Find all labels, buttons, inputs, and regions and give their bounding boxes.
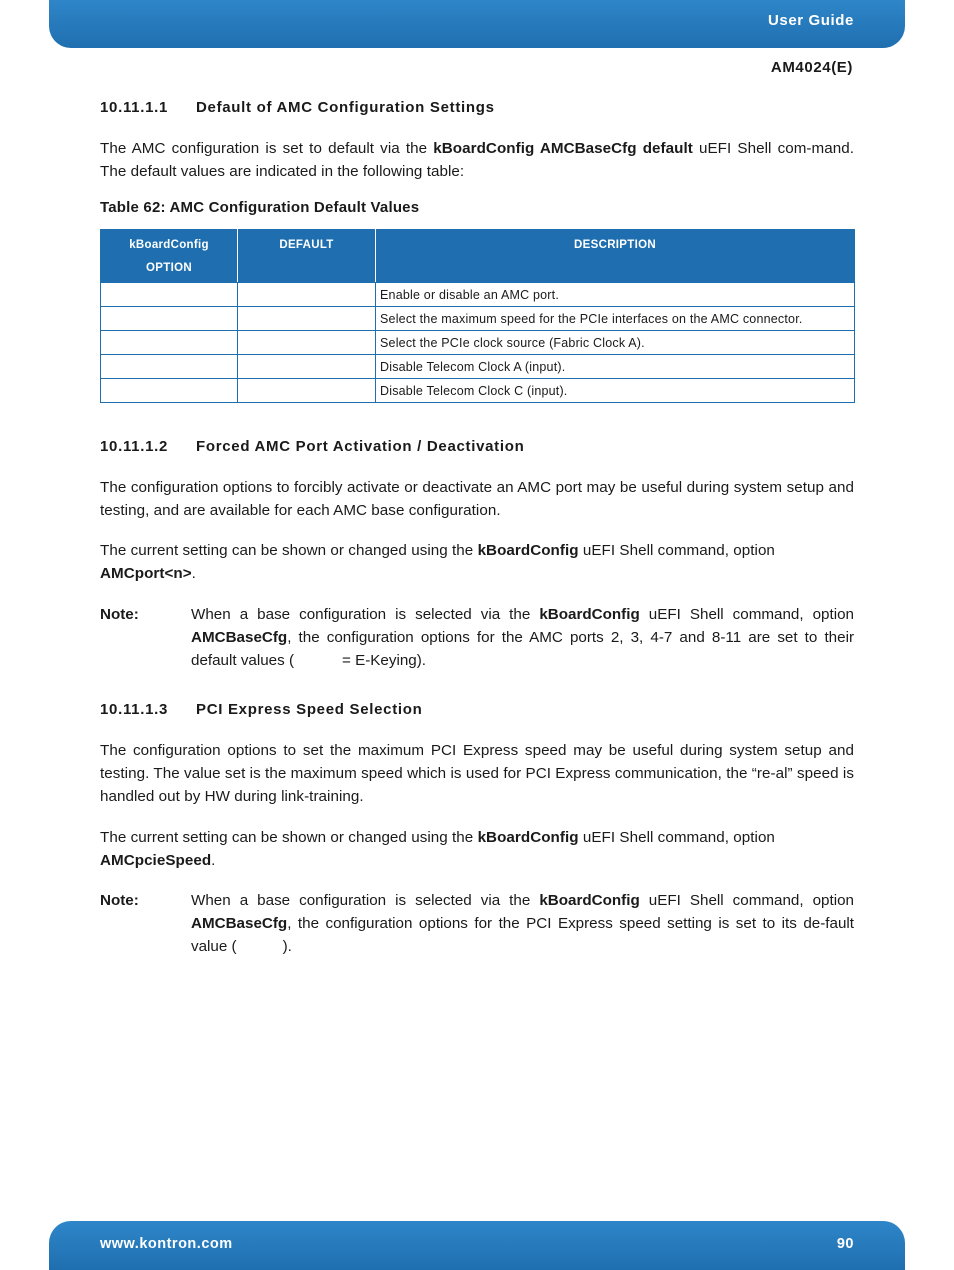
table-row [101,355,855,379]
paragraph-amcport-command [100,540,854,586]
text-run: When a base configuration is selected via the [191,892,540,909]
header-title: User Guide [767,12,854,29]
table-caption: Table 62: AMC Configuration Default Values [100,199,420,216]
text-run: When a base configuration is selected via the [191,606,540,623]
col-header-option [101,230,238,283]
text-run: uEFI Shell command, option [578,829,775,846]
page-number: 90 [836,1236,854,1252]
col-header-option-line1: kBoardConfig [129,239,209,251]
paragraph-pcie-speed-intro: The configuration options to set the maximum PCI Express speed may be useful during system setup and testing. The value set is the maximum speed which is used for PCI Express communication, the “re-al” speed is handled out by HW during link-training. [100,742,854,805]
page-header [49,0,905,48]
section-heading-pci-express-speed [100,701,422,718]
paragraph-pcie-speed-command [100,827,854,873]
text-run: . [211,851,216,869]
table-row [101,331,855,355]
text-run: uEFI Shell command, option [639,606,854,623]
text-run: , the configuration options for the PCI Express speed setting is set to its de-fault value ( [191,914,854,955]
text-run: uEFI Shell command, option [578,542,775,559]
section-title: PCI Express Speed Selection [196,701,423,718]
page-footer [49,1221,905,1270]
paragraph-amc-default [100,138,854,184]
section-heading-forced-amc-port [100,438,524,455]
cell-option [101,379,238,403]
text-run: , the configuration options for the AMC ports 2, 3, 4-7 and 8-11 are set to their default values ( [191,628,854,669]
command-text: kBoardConfig [539,892,640,909]
cell-description: Select the maximum speed for the PCIe interfaces on the AMC connector. [376,307,855,331]
footer-url: www.kontron.com [100,1236,233,1252]
text-run: uEFI Shell command, option [639,892,854,909]
command-text: kBoardConfig [477,542,579,559]
note-body [191,890,854,958]
cell-description: Disable Telecom Clock C (input). [376,379,855,403]
option-text: AMCBaseCfg [191,628,288,646]
cell-default [238,283,376,307]
product-name: AM4024(E) [770,59,853,76]
cell-description: Enable or disable an AMC port. [376,283,855,307]
cell-default [238,331,376,355]
col-header-default: DEFAULT [238,230,376,283]
text-run: = E-Keying). [342,651,426,669]
cell-default [238,307,376,331]
command-text: kBoardConfig [539,606,640,623]
option-text: AMCpcieSpeed [100,851,212,869]
cell-option [101,283,238,307]
cell-default [238,379,376,403]
option-text: AMCBaseCfg [191,914,288,932]
table-header-row [101,230,855,283]
note-body [191,604,854,672]
section-number: 10.11.1.1 [100,99,169,116]
cell-description: Select the PCIe clock source (Fabric Clock A). [376,331,855,355]
text-run: ). [282,937,292,955]
cell-option [101,331,238,355]
cell-option [101,355,238,379]
amc-config-table [100,229,855,403]
table-row [101,379,855,403]
command-text: kBoardConfig AMCBaseCfg default [433,140,693,157]
section-number: 10.11.1.2 [100,438,169,455]
table-row [101,283,855,307]
col-header-description: DESCRIPTION [376,230,855,283]
text-run: uEFI Shell com-mand. The default values are indicated in the following table: [100,140,854,180]
note-label: Note: [100,892,139,909]
note-label: Note: [100,606,139,623]
paragraph-forced-amc-intro: The configuration options to forcibly activate or deactivate an AMC port may be useful during system setup and testing, and are available for each AMC base configuration. [100,479,854,519]
text-run: The current setting can be shown or changed using the [100,542,478,559]
command-text: kBoardConfig [477,829,579,846]
option-text: AMCport<n> [100,564,192,582]
cell-default [238,355,376,379]
section-title: Default of AMC Configuration Settings [196,99,495,116]
section-number: 10.11.1.3 [100,701,169,718]
text-run: . [191,564,196,582]
cell-description: Disable Telecom Clock A (input). [376,355,855,379]
table-row [101,307,855,331]
col-header-option-line2: OPTION [146,262,192,274]
section-heading-default-amc [100,99,495,116]
text-run: The current setting can be shown or changed using the [100,829,478,846]
section-title: Forced AMC Port Activation / Deactivation [196,438,525,455]
cell-option [101,307,238,331]
text-run: The AMC configuration is set to default via the [100,140,434,157]
